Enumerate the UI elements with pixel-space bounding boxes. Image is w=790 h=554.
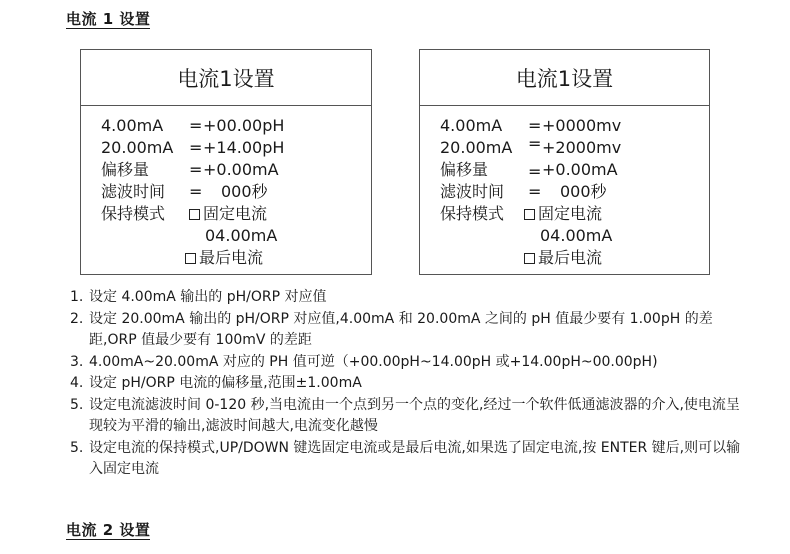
note-number: 2.: [70, 310, 84, 327]
checkbox-icon[interactable]: [524, 209, 535, 220]
note-text: 设定电流滤波时间 0-120 秒,当电流由一个点到另一个点的变化,经过一个软件低通滤波器的介入,使电流呈现较为平滑的输出,滤波时间越大,电流变化越慢: [89, 396, 740, 434]
panel-title: 电流1设置: [81, 50, 371, 106]
row-value-offset: +0.00mA: [203, 160, 279, 179]
row-label-offset: 偏移量: [440, 160, 489, 179]
option-fixed-current[interactable]: [524, 204, 602, 224]
row-eq: =: [189, 160, 203, 179]
option-fixed-current-label: 固定电流: [538, 204, 603, 223]
row-label-offset: 偏移量: [101, 160, 150, 179]
checkbox-icon[interactable]: [524, 253, 535, 264]
row-value-4ma: +00.00pH: [203, 116, 285, 135]
hold-mode-label: 保持模式: [101, 204, 166, 223]
hold-mode-label: 保持模式: [440, 204, 505, 223]
row-value-offset: +0.00mA: [542, 160, 618, 179]
list-item: [70, 395, 770, 438]
row-value-filter-time: 000秒: [560, 182, 607, 201]
list-item: [70, 373, 770, 395]
option-fixed-current-label: 固定电流: [203, 204, 268, 223]
current-settings-panel-orp: [419, 49, 710, 275]
note-number: 4.: [70, 375, 84, 391]
row-value-filter-time: 000秒: [221, 182, 268, 201]
row-eq: =: [528, 116, 542, 135]
row-value-4ma: +0000mv: [542, 116, 622, 135]
option-last-current[interactable]: [185, 248, 263, 268]
row-eq: =: [189, 138, 203, 157]
row-eq: =: [189, 116, 203, 135]
row-eq: =: [528, 182, 542, 201]
option-fixed-current[interactable]: [189, 204, 267, 224]
option-last-current-label: 最后电流: [199, 248, 264, 267]
notes-list: [70, 287, 770, 481]
note-number: 5.: [70, 396, 84, 413]
note-number: 1.: [70, 289, 84, 305]
row-label-4ma: 4.00mA: [101, 116, 164, 135]
note-text: 设定 4.00mA 输出的 pH/ORP 对应值: [89, 289, 327, 305]
note-text: 设定 pH/ORP 电流的偏移量,范围±1.00mA: [89, 375, 362, 391]
row-eq: =: [189, 182, 203, 201]
checkbox-icon[interactable]: [185, 253, 196, 264]
section-title-current-1: 电流 1 设置: [66, 10, 151, 28]
fixed-current-value[interactable]: 04.00mA: [540, 226, 613, 245]
list-item: [70, 352, 770, 374]
note-text: 4.00mA~20.00mA 对应的 PH 值可逆（+00.00pH~14.00pH 或+14.00pH~00.00pH): [89, 353, 658, 370]
panel-title: 电流1设置: [420, 50, 709, 106]
fixed-current-value[interactable]: 04.00mA: [205, 226, 278, 245]
row-eq: =: [528, 134, 542, 153]
checkbox-icon[interactable]: [189, 209, 200, 220]
note-number: 3.: [70, 353, 84, 370]
note-number: 5.: [70, 439, 84, 456]
current-settings-panel-ph: [80, 49, 372, 275]
row-label-4ma: 4.00mA: [440, 116, 503, 135]
row-label-20ma: 20.00mA: [440, 138, 513, 157]
section-title-current-2: 电流 2 设置: [66, 521, 151, 539]
row-eq: =: [528, 162, 542, 181]
list-item: [70, 309, 770, 352]
note-text: 设定电流的保持模式,UP/DOWN 键选固定电流或是最后电流,如果选了固定电流,按 ENTER 键后,则可以输入固定电流: [89, 439, 741, 477]
option-last-current[interactable]: [524, 248, 602, 268]
row-label-20ma: 20.00mA: [101, 138, 174, 157]
list-item: [70, 287, 770, 309]
row-label-filter-time: 滤波时间: [440, 182, 505, 201]
row-value-20ma: +14.00pH: [203, 138, 285, 157]
row-value-20ma: +2000mv: [542, 138, 622, 157]
row-label-filter-time: 滤波时间: [101, 182, 166, 201]
list-item: [70, 438, 770, 481]
note-text: 设定 20.00mA 输出的 pH/ORP 对应值,4.00mA 和 20.00mA 之间的 pH 值最少要有 1.00pH 的差距,ORP 值最少要有 100mV 的差距: [89, 310, 713, 348]
option-last-current-label: 最后电流: [538, 248, 603, 267]
